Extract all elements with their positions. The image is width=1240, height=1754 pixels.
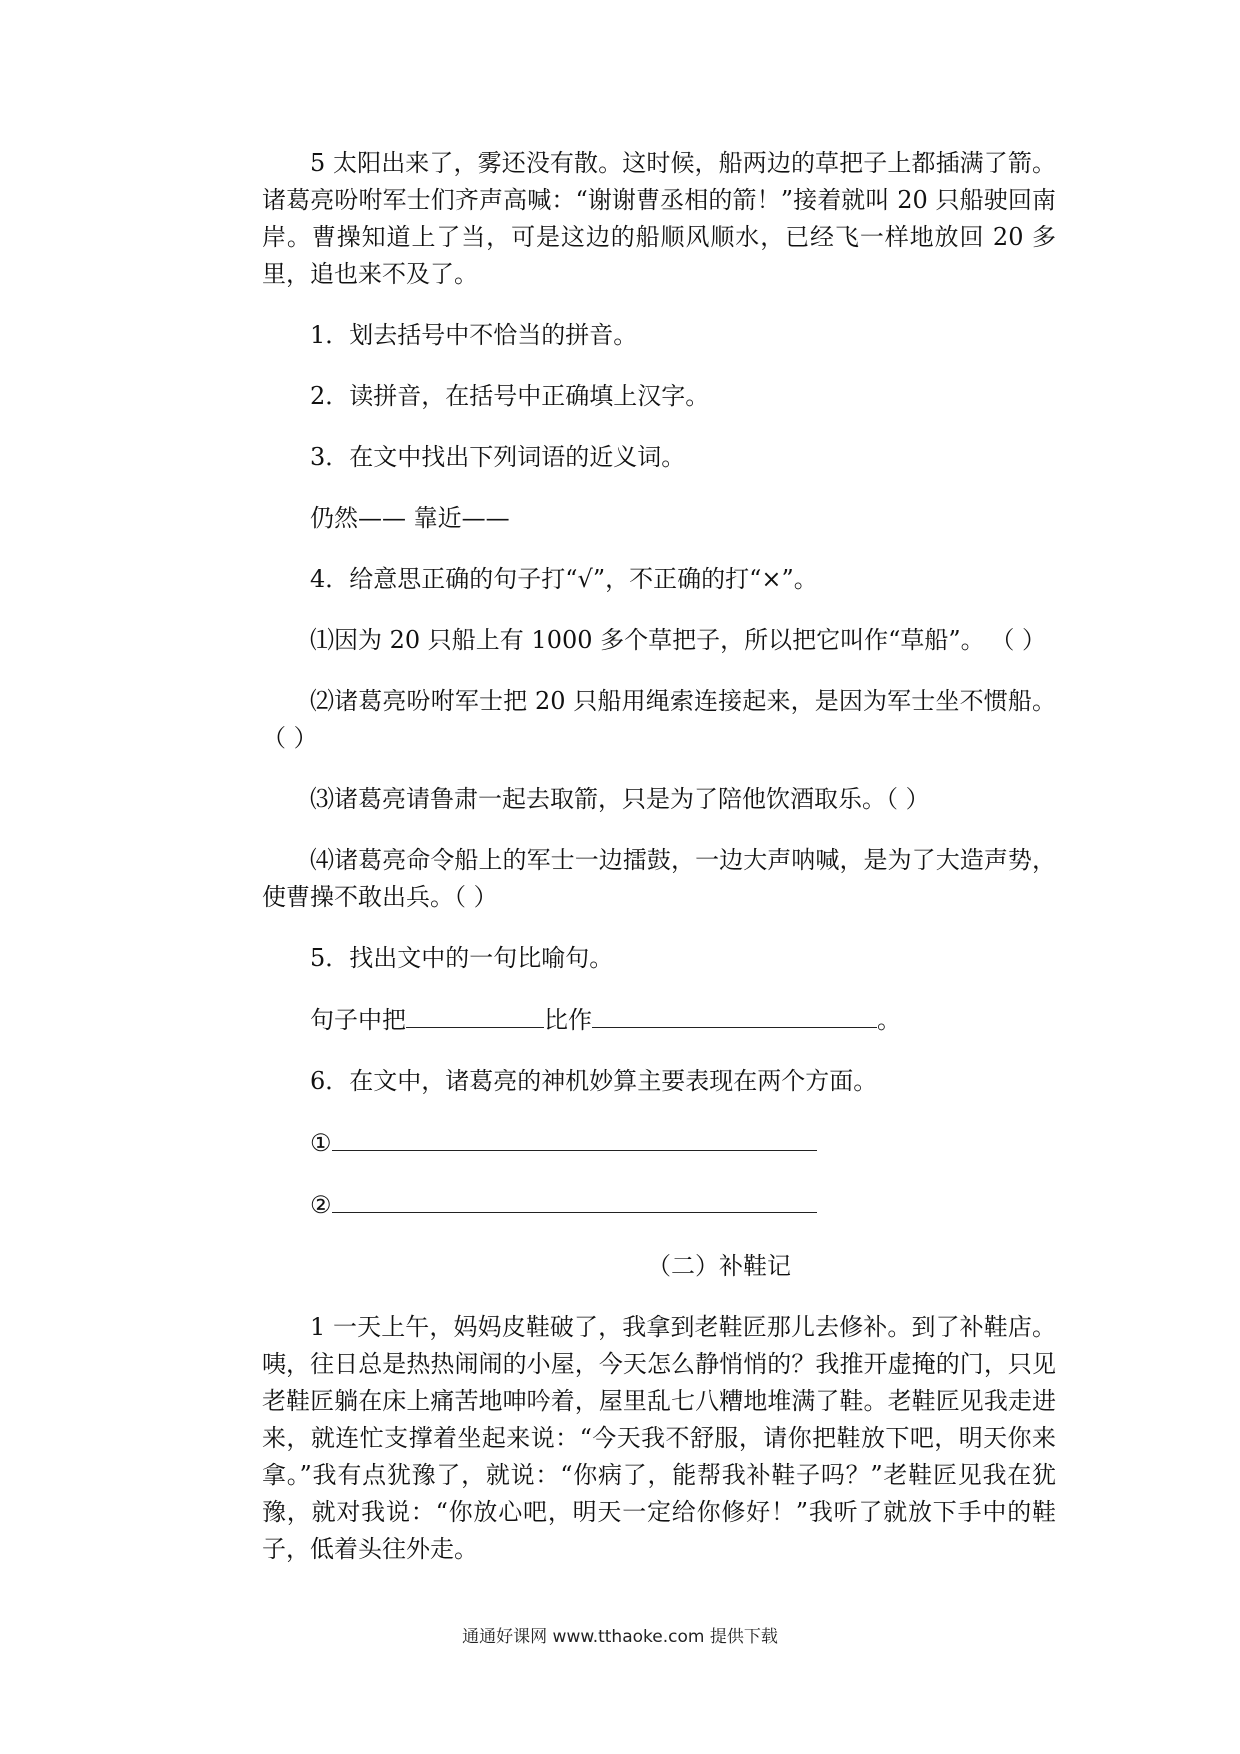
question-4-item-4: ⑷诸葛亮命令船上的军士一边擂鼓，一边大声呐喊，是为了大造声势，使曹操不敢出兵。（ ）: [262, 846, 1056, 911]
section-title: （二）补鞋记: [647, 1252, 791, 1280]
question-4-item-1-text: ⑴因为 20 只船上有 1000 多个草把子，所以把它叫作“草船”。: [310, 626, 985, 654]
question-2: 2．读拼音，在括号中正确填上汉字。: [310, 382, 710, 410]
answer-bracket: （ ）: [990, 626, 1046, 654]
footer-watermark: 通通好课网 www.tthaoke.com 提供下载: [462, 1627, 778, 1647]
question-4-item-1: [262, 622, 1056, 659]
answer-blank[interactable]: [592, 1001, 877, 1028]
answer-blank[interactable]: [332, 1124, 817, 1151]
question-1: 1．划去括号中不恰当的拼音。: [310, 321, 638, 349]
question-5-prefix: 句子中把: [310, 1006, 406, 1034]
document-content: [262, 145, 1056, 1568]
answer-blank[interactable]: [406, 1001, 544, 1028]
question-6: 6．在文中，诸葛亮的神机妙算主要表现在两个方面。: [310, 1067, 878, 1095]
question-6-answer-1: [262, 1124, 1056, 1162]
question-4: 4．给意思正确的句子打“√”，不正确的打“×”。: [310, 565, 818, 593]
question-4-item-2: ⑵诸葛亮吩咐军士把 20 只船用绳索连接起来，是因为军士坐不惯船。（ ）: [262, 687, 1056, 752]
answer-2-marker: ②: [310, 1191, 332, 1219]
question-5-suffix: 。: [877, 1006, 901, 1034]
question-3: 3．在文中找出下列词语的近义词。: [310, 443, 686, 471]
section-paragraph: 1 一天上午，妈妈皮鞋破了，我拿到老鞋匠那儿去修补。到了补鞋店。咦，往日总是热热闹闹的小屋，今天怎么静悄悄的？我推开虚掩的门，只见老鞋匠躺在床上痛苦地呻吟着，屋里乱七八糟地堆满了鞋。老鞋匠见我走进来，就连忙支撑着坐起来说：“今天我不舒服，请你把鞋放下吧，明天你来拿。”我有点犹豫了，就说：“你病了，能帮我补鞋子吗？”老鞋匠见我在犹豫，就对我说：“你放心吧，明天一定给你修好！”我听了就放下手中的鞋子，低着头往外走。: [262, 1313, 1056, 1563]
question-5: 5．找出文中的一句比喻句。: [310, 944, 614, 972]
question-6-answer-2: [262, 1186, 1056, 1224]
question-5-middle: 比作: [544, 1006, 592, 1034]
answer-blank[interactable]: [332, 1186, 817, 1213]
question-3-words: 仍然—— 靠近——: [310, 504, 510, 532]
answer-1-marker: ①: [310, 1129, 332, 1157]
question-4-item-3: ⑶诸葛亮请鲁肃一起去取箭，只是为了陪他饮酒取乐。（ ）: [310, 785, 930, 813]
passage-paragraph: 5 太阳出来了，雾还没有散。这时候，船两边的草把子上都插满了箭。诸葛亮吩咐军士们齐声高喊：“谢谢曹丞相的箭！”接着就叫 20 只船驶回南岸。曹操知道上了当，可是这边的船顺风顺水，已经飞一样地放回 20 多里，追也来不及了。: [262, 149, 1056, 288]
question-5-answer-line: [262, 1001, 1056, 1039]
